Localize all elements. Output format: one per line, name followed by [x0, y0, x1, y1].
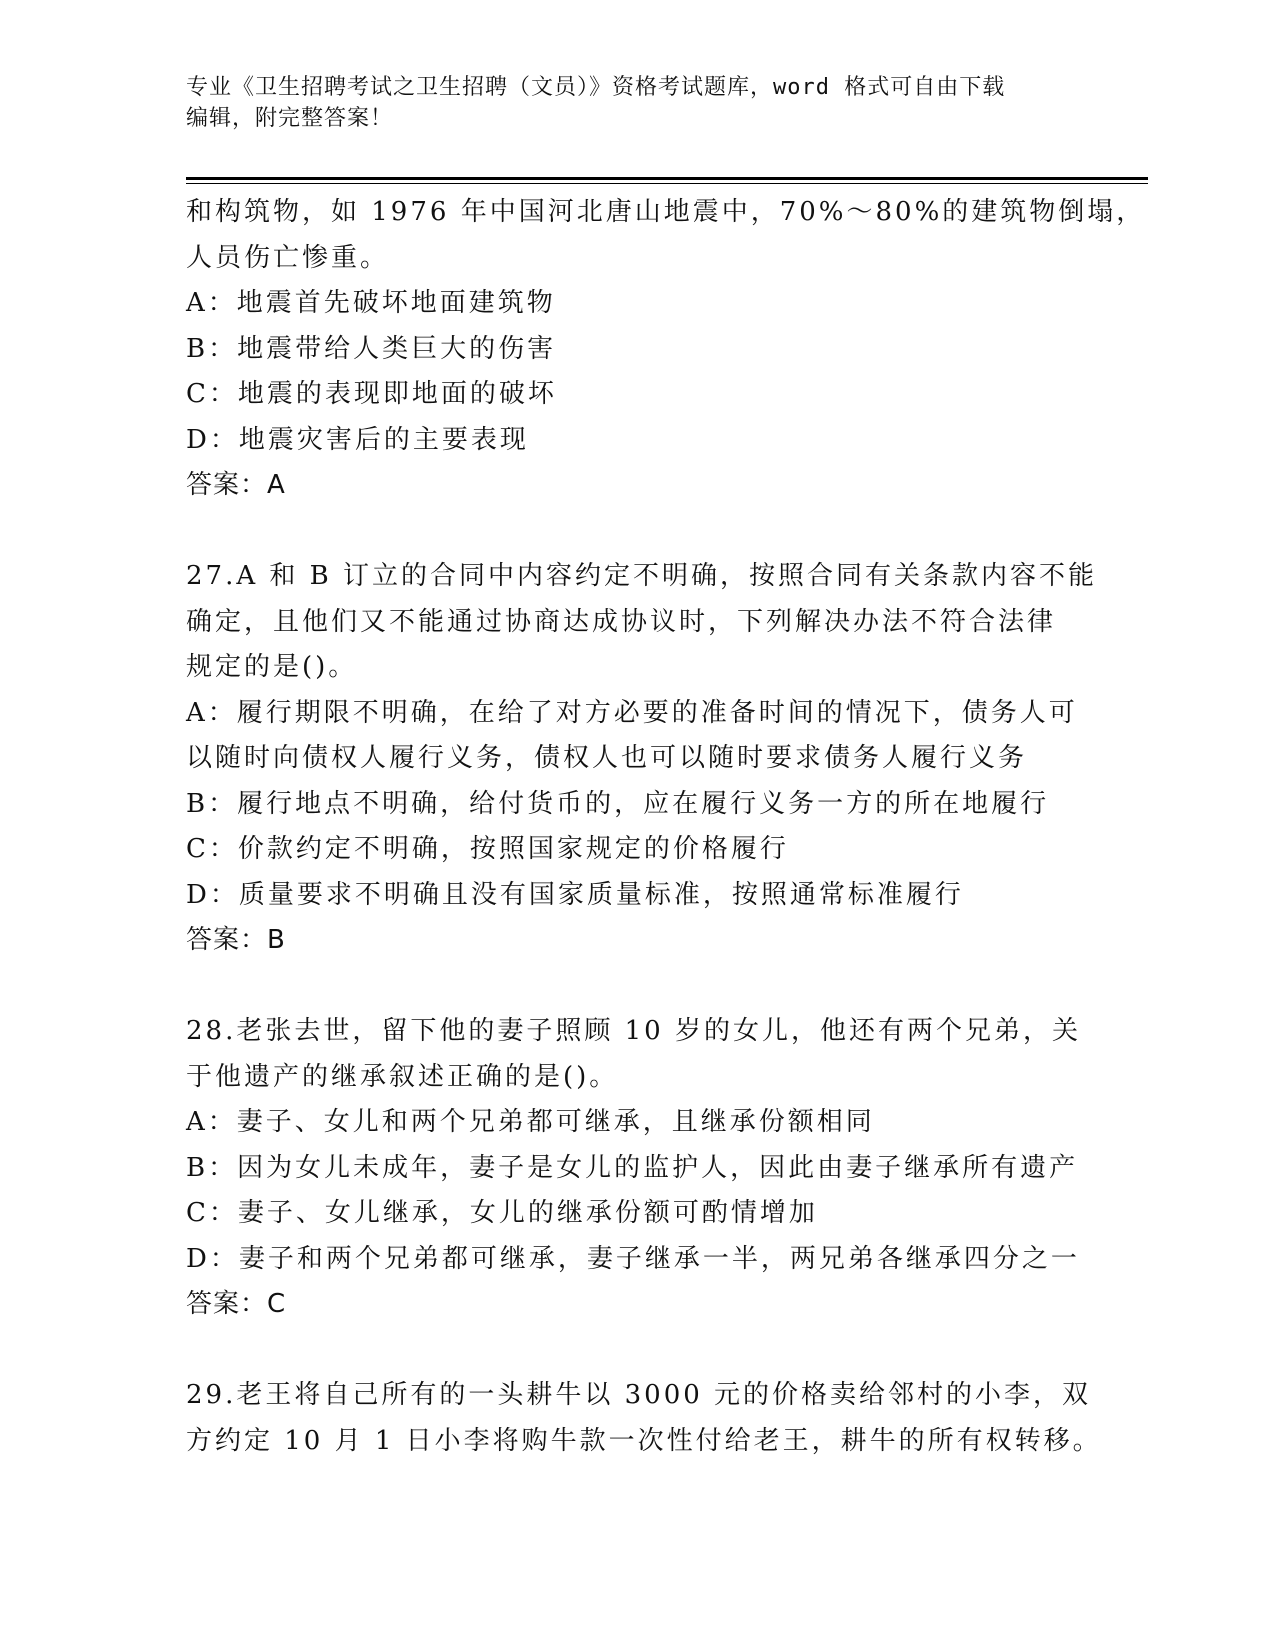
question-text: 人员伤亡惨重。 — [186, 242, 390, 273]
question-text: 27.A 和 B 订立的合同中内容约定不明确，按照合同有关条款内容不能 — [186, 561, 1098, 591]
header-divider-thin — [186, 183, 1148, 184]
option-c: C：妻子、女儿继承，女儿的继承份额可酌情增加 — [186, 1198, 818, 1228]
question-29 — [186, 1373, 1102, 1464]
header-line-1: 专业《卫生招聘考试之卫生招聘（文员）》资格考试题库，word 格式可自由下载 — [186, 75, 1006, 100]
question-28 — [186, 1009, 1091, 1328]
option-a-continued: 以随时向债权人履行义务，债权人也可以随时要求债务人履行义务 — [186, 743, 1028, 773]
answer-line: 答案：C — [186, 1289, 287, 1319]
question-text: 确定，且他们又不能通过协商达成协议时，下列解决办法不符合法律 — [186, 606, 1057, 637]
option-c: C：价款约定不明确，按照国家规定的价格履行 — [186, 834, 789, 864]
document-header — [186, 72, 1086, 134]
header-divider-thick — [186, 177, 1148, 180]
option-b: B：因为女儿未成年，妻子是女儿的监护人，因此由妻子继承所有遗产 — [186, 1152, 1079, 1183]
option-a: A：地震首先破坏地面建筑物 — [186, 288, 556, 318]
option-d: D：质量要求不明确且没有国家质量标准，按照通常标准履行 — [186, 879, 964, 910]
answer-line: 答案：B — [186, 925, 286, 955]
option-c: C：地震的表现即地面的破坏 — [186, 379, 557, 409]
question-gap — [186, 509, 1091, 555]
question-text: 29.老王将自己所有的一头耕牛以 3000 元的价格卖给邻村的小李，双 — [186, 1380, 1092, 1410]
option-a: A：履行期限不明确，在给了对方必要的准备时间的情况下，债务人可 — [186, 697, 1078, 728]
question-text: 和构筑物，如 1976 年中国河北唐山地震中，70%～80%的建筑物倒塌， — [186, 197, 1146, 227]
question-gap — [186, 1328, 1091, 1374]
question-text: 于他遗产的继承叙述正确的是()。 — [186, 1061, 619, 1092]
option-a: A：妻子、女儿和两个兄弟都可继承，且继承份额相同 — [186, 1107, 875, 1137]
question-27 — [186, 554, 1098, 964]
option-b: B：履行地点不明确，给付货币的，应在履行义务一方的所在地履行 — [186, 788, 1050, 819]
document-body — [186, 190, 1146, 1464]
option-b: B：地震带给人类巨大的伤害 — [186, 333, 557, 364]
answer-line: 答案：A — [186, 470, 286, 500]
header-line-2: 编辑，附完整答案！ — [186, 106, 394, 131]
option-d: D：妻子和两个兄弟都可继承，妻子继承一半，两兄弟各继承四分之一 — [186, 1243, 1080, 1274]
question-text: 规定的是()。 — [186, 652, 358, 682]
question-26 — [186, 190, 1146, 509]
question-text: 方约定 10 月 1 日小李将购牛款一次性付给老王，耕牛的所有权转移。 — [186, 1425, 1102, 1456]
question-gap — [186, 964, 1091, 1010]
question-text: 28.老张去世，留下他的妻子照顾 10 岁的女儿，他还有两个兄弟，关 — [186, 1016, 1081, 1046]
option-d: D：地震灾害后的主要表现 — [186, 424, 529, 455]
